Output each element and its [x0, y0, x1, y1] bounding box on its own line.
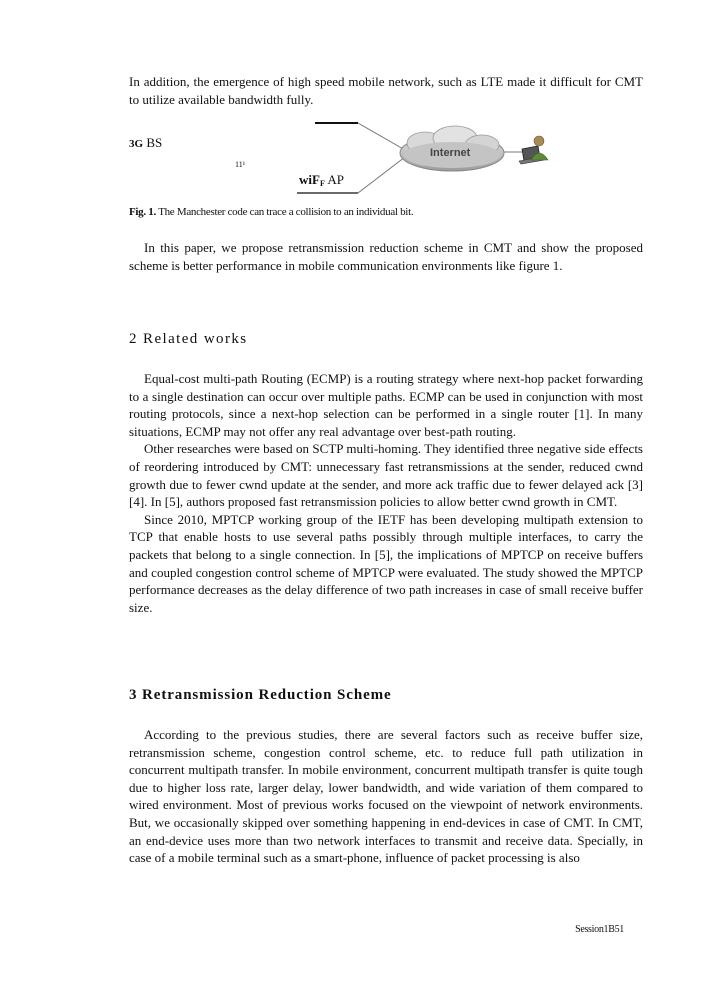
- section-2-paragraph: Equal-cost multi-path Routing (ECMP) is a routing strategy where next-hop packet forwarding to a single destination can occur over multiple paths. ECMP can be used in conjunction with most routing protocols, since a next-hop selection can be performed in a single router [1]. In many situations, ECMP may not offer any real advantage over best-path routing.: [129, 371, 643, 439]
- intro-paragraph: In addition, the emergence of high speed mobile network, such as LTE made it difficult for CMT to utilize available bandwidth fully.: [129, 74, 643, 107]
- section-3-paragraph: According to the previous studies, there are several factors such as receive buffer size, retransmission scheme, congestion control scheme, etc. to reduce full path utilization in concurrent multipath transfer. In mobile environment, concurrent multipath transfer is quite tough due to higher loss rate, larger delay, lower bandwidth, and wide variation of them compared to wired environment. Most of previous works focused on the viewpoint of network environments. But, we occasionally skipped over something happening in end-devices in case of CMT. In CMT, an end-device uses more than two network interfaces to transmit and receive data. Specially, in case of a mobile terminal such as a smart-phone, influence of packet processing is also: [129, 727, 643, 866]
- section-2-body: [129, 370, 643, 616]
- section-3-heading: 3 Retransmission Reduction Scheme: [129, 687, 392, 703]
- section-2-heading: 2 Related works: [129, 331, 248, 347]
- intro-paragraph-2: In this paper, we propose retransmission reduction scheme in CMT and show the proposed scheme is better performance in mobile communication environments like figure 1.: [129, 240, 643, 273]
- wifi-part-a: wiF: [299, 172, 320, 187]
- figure-1: [0, 0, 717, 210]
- cloud-label: Internet: [430, 147, 471, 159]
- figure-caption: [129, 206, 413, 218]
- caption-label: Fig. 1.: [129, 206, 156, 218]
- link-wifi-to-internet: [358, 157, 405, 193]
- small-mark-label: 11¹: [235, 160, 246, 169]
- section-2-paragraph: Since 2010, MPTCP working group of the IETF has been developing multipath extension to TCP that enable hosts to use several paths possibly through multiple interfaces, to carry the packets that belong to a single connection. In [5], the implications of MPTCP on receive buffers and coupled congestion control scheme of MPTCP were evaluated. The study showed the MPTCP performance decreases as the delay difference of two path increases in case of small receive buffer size.: [129, 511, 643, 615]
- 3g-prefix: 3G: [129, 138, 144, 150]
- wifi-part-b: AP: [324, 172, 344, 187]
- 3g-suffix: BS: [143, 135, 163, 150]
- link-3g-to-internet: [358, 123, 405, 150]
- network-diagram: [0, 0, 717, 210]
- section-3: [129, 687, 643, 704]
- section-2: [129, 331, 643, 348]
- caption-text: The Manchester code can trace a collision to an individual bit.: [155, 206, 414, 218]
- page-footer: Session1B51: [575, 924, 624, 935]
- laptop-user-icon: [519, 136, 548, 164]
- 3g-bs-label: [129, 135, 162, 151]
- wifi-ap-label: [299, 172, 344, 188]
- wifi-part-sub: F: [319, 179, 325, 188]
- intro-block-2: [129, 239, 643, 274]
- section-2-paragraph: Other researches were based on SCTP multi-homing. They identified three negative side effects of reordering introduced by CMT: unnecessary fast retransmissions at the sender, reduced cwnd growth due to fewer cwnd update at the sender, and more ack traffic due to fewer delayed ack [3][4]. In [5], authors proposed fast retransmission policies to allow better cwnd growth in CMT.: [129, 441, 643, 510]
- section-3-body: [129, 726, 643, 867]
